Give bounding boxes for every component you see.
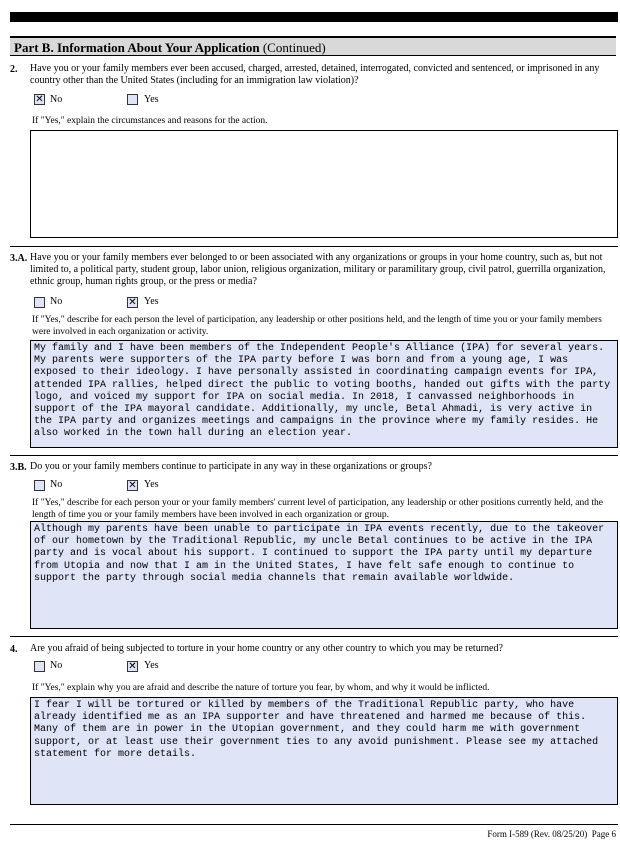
footer-divider (10, 824, 618, 825)
form-footer (320, 829, 616, 839)
section-title-continued: (Continued) (259, 40, 326, 55)
q3b-instruction: If "Yes," describe for each person your or your family members' current level of participation, any leadership or other positions currently held, and the length of time you or your family members have been involved in each organization or group. (32, 498, 603, 520)
section-title: Part B. Information About Your Application (14, 40, 260, 55)
q4-no-checkbox[interactable] (34, 661, 45, 672)
q2-instruction: If "Yes," explain the circumstances and reasons for the action. (32, 116, 268, 126)
q3b-number: 3.B. (10, 462, 27, 473)
divider (10, 246, 618, 247)
top-bar (10, 12, 618, 22)
q3b-yes-label: Yes (144, 479, 159, 490)
q2-yes-label: Yes (144, 94, 159, 105)
q3a-no-checkbox[interactable] (34, 297, 45, 308)
section-header (10, 36, 616, 56)
q3a-text: Have you or your family members ever belonged to or been associated with any organizations or groups in your home country, such as, but not limited to, a political party, student group, labor union, religious organization, military or paramilitary group, civil patrol, guerrilla organization, ethnic group, human rights group, or the press or media? (30, 252, 606, 287)
q3b-no-checkbox[interactable] (34, 480, 45, 491)
q3a-number: 3.A. (10, 253, 28, 264)
q2-no-checkbox[interactable]: ✕ (35, 94, 44, 105)
divider (10, 455, 618, 456)
q3a-instruction: If "Yes," describe for each person the level of participation, any leadership or other positions held, and the length of time you or your family members were involved in each organization or activity. (32, 315, 602, 337)
q4-instruction: If "Yes," explain why you are afraid and describe the nature of torture you fear, by whom, and why it would be inflicted. (32, 683, 490, 693)
q4-number: 4. (10, 644, 18, 655)
page-number: Page 6 (591, 829, 616, 839)
q2-answer-field[interactable] (30, 130, 618, 238)
q2-text: Have you or your family members ever been accused, charged, arrested, detained, interrogated, convicted and sentenced, or imprisoned in any country other than the United States (including for an immigration law violation)? (30, 63, 600, 86)
q4-yes-checkbox[interactable]: ✕ (128, 661, 137, 672)
q3a-no-label: No (50, 296, 63, 307)
q3b-no-label: No (50, 479, 63, 490)
q3b-text: Do you or your family members continue to participate in any way in these organizations or groups? (30, 461, 432, 472)
form-number: Form I-589 (Rev. 08/25/20) (487, 829, 588, 839)
q4-text: Are you afraid of being subjected to torture in your home country or any other country to which you may be returned? (30, 643, 503, 654)
q3b-answer-field[interactable]: Although my parents have been unable to participate in IPA events recently, due to the takeover of our hometown by the Traditional Republic, my uncle Betal continues to be active in the IPA party and is vocal about his support. I continued to support the IPA party until my departure from Utopia and now that I am in the United States, I have felt safe enough to continue to support the party through social media channels that remain available worldwide. (30, 521, 618, 629)
q2-no-label: No (50, 94, 63, 105)
q2-number: 2. (10, 64, 18, 75)
q3a-yes-label: Yes (144, 296, 159, 307)
q3a-yes-checkbox[interactable]: ✕ (128, 297, 137, 308)
q4-no-label: No (50, 660, 63, 671)
q3a-answer-field[interactable]: My family and I have been members of the Independent People's Alliance (IPA) for several years. My parents were supporters of the IPA party before I was born and from a young age, I was exposed to their ideology. I have personally assisted in coordinating campaign events for IPA, attended IPA rallies, helped direct the public to voting booths, handed out gifts with the party logo, and voiced my support for IPA on social media. In 2018, I canvassed neighborhoods in support of the IPA mayoral candidate. Additionally, my uncle, Betal Ahmadi, is very active in the IPA party and organizes meetings and campaigns in the province where my family resides. He also worked in the town hall during an election year. (30, 340, 618, 448)
divider (10, 636, 618, 637)
q3b-yes-checkbox[interactable]: ✕ (128, 480, 137, 491)
q4-answer-field[interactable]: I fear I will be tortured or killed by members of the Traditional Republic party, who have already identified me as an IPA supporter and have threatened and harmed me because of this. Many of them are in power in the Utopian government, and they could harm me with government support, or at least use their government ties to any avoid punishment. Please see my attached statement for more details. (30, 697, 618, 805)
q2-yes-checkbox[interactable] (127, 94, 138, 105)
q4-yes-label: Yes (144, 660, 159, 671)
